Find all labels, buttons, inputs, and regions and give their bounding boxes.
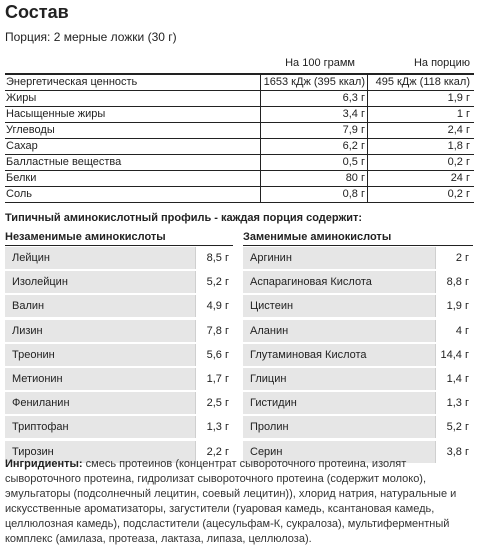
page-title: Состав bbox=[5, 2, 69, 22]
nutrition-row bbox=[5, 106, 474, 122]
ingredients-body: смесь протеинов (концентрат сывороточного протеина, изолят сывороточного протеина, гидролизат сывороточного протеина (содержит молоко), эмульгаторы (подсолнечный лецитин, соевый лецитин)), хлорид натрия, натуральные и искусственные ароматизаторы, загустители (гуаровая камедь, ксантановая камедь, целлюлозная камедь), подсластители (ацесульфам-К, сукралоза), мультиферментный комплекс (амилаза, протеаза, лактаза, липаза, целлюлоза). bbox=[5, 458, 457, 545]
amino-name: Гистидин bbox=[250, 397, 297, 410]
amino-name: Лейцин bbox=[12, 252, 51, 264]
per-100g-value: 80 г bbox=[260, 171, 368, 186]
amino-value: 1,3 г bbox=[435, 392, 473, 414]
per-100g-value: 6,3 г bbox=[260, 91, 368, 106]
amino-row bbox=[243, 368, 473, 390]
nutrition-row bbox=[5, 73, 474, 90]
per-100g-value: 6,2 г bbox=[260, 139, 368, 154]
essential-amino-title: Незаменимые аминокислоты bbox=[5, 231, 166, 243]
per-100g-value: 3,4 г bbox=[260, 107, 368, 122]
per-serving-value: 495 кДж (118 ккал) bbox=[375, 76, 470, 88]
amino-name: Пролин bbox=[250, 421, 289, 434]
amino-name: Глицин bbox=[250, 372, 287, 385]
amino-row bbox=[5, 247, 233, 269]
per-100g-value: 0,5 г bbox=[260, 155, 368, 170]
amino-value: 2,5 г bbox=[195, 392, 233, 414]
amino-name: Треонин bbox=[12, 348, 55, 361]
per-serving-value: 1,9 г bbox=[447, 92, 470, 104]
amino-name: Аспарагиновая Кислота bbox=[250, 276, 372, 289]
amino-row bbox=[243, 320, 473, 342]
amino-name: Серин bbox=[250, 445, 283, 458]
divider bbox=[243, 245, 473, 246]
amino-value: 8,8 г bbox=[435, 271, 473, 293]
nutrient-label: Насыщенные жиры bbox=[6, 108, 106, 120]
nutrition-table-header bbox=[5, 55, 474, 73]
ingredients-text bbox=[5, 457, 473, 547]
nutrient-label: Энергетическая ценность bbox=[6, 76, 138, 88]
amino-value: 5,2 г bbox=[435, 416, 473, 438]
essential-amino-list bbox=[5, 247, 233, 465]
per-100g-value: 1653 кДж (395 ккал) bbox=[260, 75, 368, 90]
amino-value: 1,4 г bbox=[435, 368, 473, 390]
ingredients-label: Ингридиенты: bbox=[5, 458, 83, 470]
amino-name: Фениланин bbox=[12, 397, 70, 410]
divider bbox=[5, 245, 233, 246]
amino-name: Глутаминовая Кислота bbox=[250, 348, 367, 361]
amino-value: 1,9 г bbox=[435, 295, 473, 317]
amino-row bbox=[5, 416, 233, 438]
amino-name: Триптофан bbox=[12, 421, 69, 434]
amino-value: 2,2 г bbox=[195, 441, 233, 463]
amino-row bbox=[5, 368, 233, 390]
amino-row bbox=[243, 392, 473, 414]
per-serving-value: 1 г bbox=[456, 108, 470, 120]
amino-value: 1,3 г bbox=[195, 416, 233, 438]
nutrient-label: Углеводы bbox=[6, 124, 55, 136]
amino-value: 14,4 г bbox=[435, 344, 473, 366]
nutrient-label: Сахар bbox=[6, 140, 38, 152]
per-serving-value: 1,8 г bbox=[447, 140, 470, 152]
amino-name: Аланин bbox=[250, 324, 289, 337]
per-serving-value: 0,2 г bbox=[447, 156, 470, 168]
nutrition-row bbox=[5, 170, 474, 186]
nutrient-label: Соль bbox=[6, 188, 32, 200]
per-serving-value: 2,4 г bbox=[447, 124, 470, 136]
nutrient-label: Жиры bbox=[6, 92, 37, 104]
per-serving-header: На порцию bbox=[413, 57, 470, 69]
amino-value: 5,6 г bbox=[195, 344, 233, 366]
per-100g-value: 7,9 г bbox=[260, 123, 368, 138]
amino-row bbox=[5, 295, 233, 317]
amino-value: 7,8 г bbox=[195, 320, 233, 342]
amino-value: 4,9 г bbox=[195, 295, 233, 317]
amino-row bbox=[243, 247, 473, 269]
amino-name: Изолейцин bbox=[12, 276, 68, 289]
amino-row bbox=[243, 344, 473, 366]
per-100g-header: На 100 грамм bbox=[285, 57, 355, 69]
amino-row bbox=[5, 344, 233, 366]
amino-name: Цистеин bbox=[250, 300, 294, 313]
nutrition-row bbox=[5, 154, 474, 170]
amino-profile-title: Типичный аминокислотный профиль - каждая порция содержит: bbox=[5, 212, 363, 224]
amino-value: 4 г bbox=[435, 320, 473, 342]
per-serving-value: 24 г bbox=[450, 172, 470, 184]
nutrient-label: Балластные вещества bbox=[6, 156, 122, 168]
amino-name: Тирозин bbox=[12, 445, 54, 458]
amino-name: Метионин bbox=[12, 372, 63, 385]
nutrition-row bbox=[5, 186, 474, 203]
amino-row bbox=[243, 271, 473, 293]
amino-value: 2 г bbox=[435, 247, 473, 269]
nonessential-amino-title: Заменимые аминокислоты bbox=[243, 231, 392, 243]
nutrition-row bbox=[5, 122, 474, 138]
amino-value: 1,7 г bbox=[195, 368, 233, 390]
amino-row bbox=[5, 392, 233, 414]
nutrient-label: Белки bbox=[6, 172, 37, 184]
nutrition-table bbox=[5, 55, 474, 203]
amino-name: Валин bbox=[12, 300, 45, 313]
amino-name: Аргинин bbox=[250, 252, 292, 264]
amino-value: 8,5 г bbox=[195, 247, 233, 269]
per-serving-value: 0,2 г bbox=[447, 188, 470, 200]
per-100g-value: 0,8 г bbox=[260, 187, 368, 202]
amino-value: 3,8 г bbox=[435, 441, 473, 463]
amino-row bbox=[243, 295, 473, 317]
amino-row bbox=[243, 416, 473, 438]
nutrition-row bbox=[5, 90, 474, 106]
amino-row bbox=[5, 320, 233, 342]
nutrition-row bbox=[5, 138, 474, 154]
serving-size: Порция: 2 мерные ложки (30 г) bbox=[5, 30, 177, 44]
amino-value: 5,2 г bbox=[195, 271, 233, 293]
nonessential-amino-list bbox=[243, 247, 473, 465]
amino-row bbox=[5, 271, 233, 293]
amino-name: Лизин bbox=[12, 324, 43, 337]
